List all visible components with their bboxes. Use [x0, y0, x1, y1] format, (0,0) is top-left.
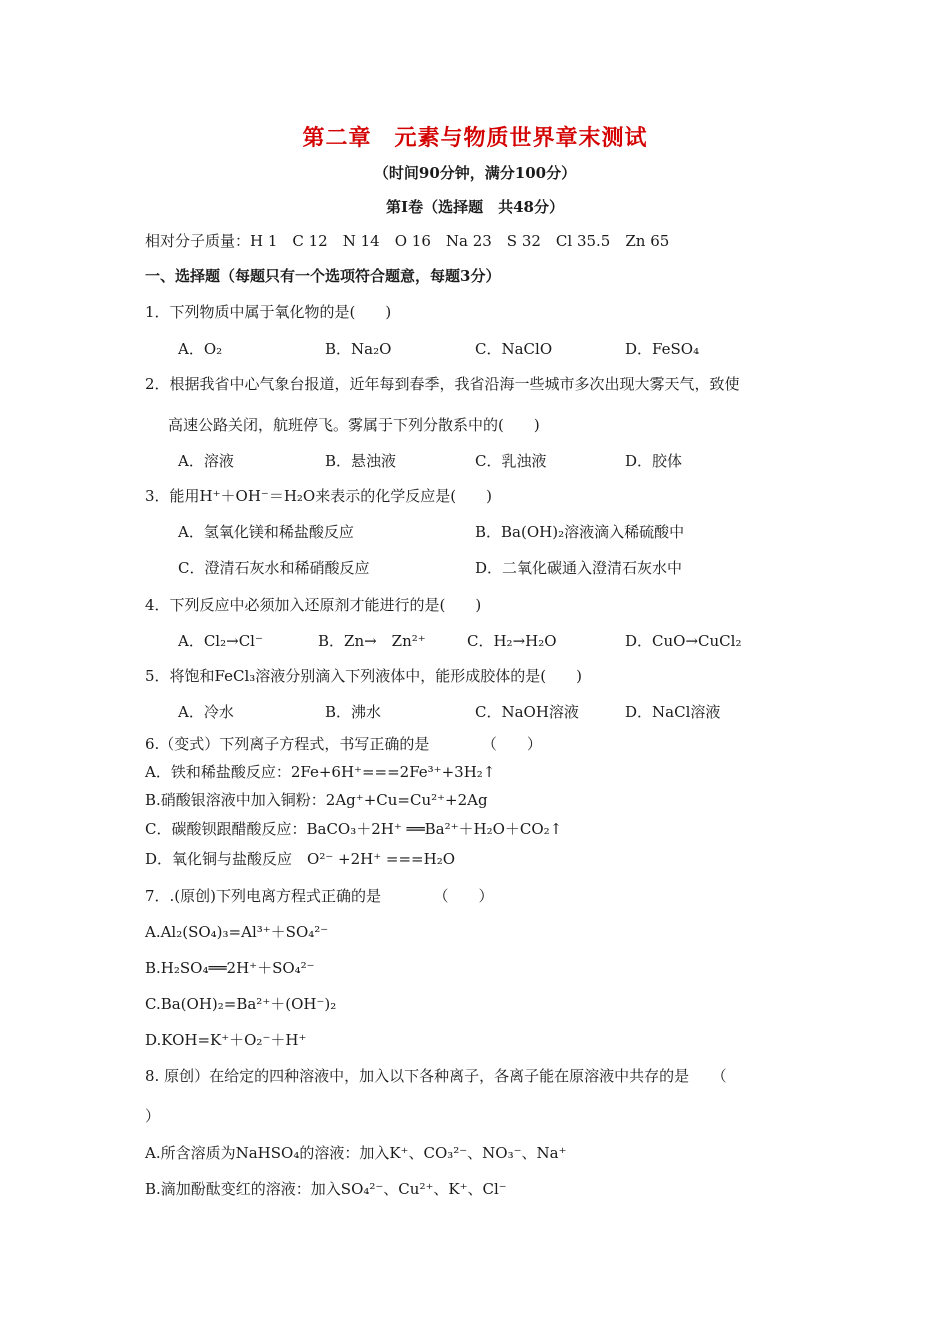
document-title: 第二章 元素与物质世界章末测试 — [302, 125, 648, 151]
question-2-option-a: A．溶液 — [178, 452, 234, 470]
question-1-option-b: B．Na₂O — [325, 340, 392, 358]
question-6-option-d: D．氧化铜与盐酸反应 O²⁻ +2H⁺ ===H₂O — [145, 850, 455, 868]
question-8-option-b: B.滴加酚酞变红的溶液：加入SO₄²⁻、Cu²⁺、K⁺、Cl⁻ — [145, 1180, 507, 1198]
part-title: 第Ⅰ卷（选择题 共48分） — [386, 198, 564, 216]
question-1-option-a: A．O₂ — [178, 340, 223, 358]
question-3-stem: 3．能用H⁺＋OH⁻＝H₂O来表示的化学反应是( ) — [145, 487, 492, 505]
section-heading: 一、选择题（每题只有一个选项符合题意，每题3分） — [145, 267, 501, 285]
question-7-option-a: A.Al₂(SO₄)₃=Al³⁺＋SO₄²⁻ — [145, 923, 329, 941]
question-6-option-c: C．碳酸钡跟醋酸反应：BaCO₃＋2H⁺ ══Ba²⁺＋H₂O＋CO₂↑ — [145, 820, 563, 838]
question-7-option-d: D.KOH=K⁺＋O₂⁻＋H⁺ — [145, 1031, 307, 1049]
question-2-stem-line-2: 高速公路关闭，航班停飞。雾属于下列分散系中的( ) — [168, 416, 540, 434]
time-info: （时间90分钟，满分100分） — [373, 164, 577, 182]
question-4-stem: 4．下列反应中必须加入还原剂才能进行的是( ) — [145, 596, 482, 614]
question-8-stem-line-2: ） — [145, 1107, 161, 1125]
question-7-stem: 7．.(原创)下列电离方程式正确的是 （ ） — [145, 887, 494, 905]
question-2-option-b: B．悬浊液 — [325, 452, 397, 470]
question-5-option-c: C．NaOH溶液 — [475, 703, 579, 721]
question-1-option-d: D．FeSO₄ — [625, 340, 700, 358]
question-1-stem: 1．下列物质中属于氧化物的是( ) — [145, 303, 392, 321]
question-4-option-a: A．Cl₂→Cl⁻ — [178, 632, 263, 650]
question-8-stem-line-1: 8. 原创）在给定的四种溶液中，加入以下各种离子，各离子能在原溶液中共存的是 （ — [145, 1067, 727, 1085]
question-3-option-a: A．氢氧化镁和稀盐酸反应 — [178, 523, 354, 541]
question-2-stem-line-1: 2．根据我省中心气象台报道，近年每到春季，我省沿海一些城市多次出现大雾天气，致使 — [145, 375, 740, 393]
question-5-option-d: D．NaCl溶液 — [625, 703, 721, 721]
question-1-option-c: C．NaClO — [475, 340, 553, 358]
question-3-option-c: C．澄清石灰水和稀硝酸反应 — [178, 559, 370, 577]
question-5-option-b: B．沸水 — [325, 703, 382, 721]
question-3-option-b: B．Ba(OH)₂溶液滴入稀硫酸中 — [475, 523, 685, 541]
atomic-masses: 相对分子质量：H 1 C 12 N 14 O 16 Na 23 S 32 Cl 35.5 Zn 65 — [145, 232, 670, 250]
question-8-option-a: A.所含溶质为NaHSO₄的溶液：加入K⁺、CO₃²⁻、NO₃⁻、Na⁺ — [145, 1144, 567, 1162]
question-7-option-b: B.H₂SO₄══2H⁺＋SO₄²⁻ — [145, 959, 315, 977]
question-4-option-c: C．H₂→H₂O — [467, 632, 557, 650]
question-6-option-b: B.硝酸银溶液中加入铜粉：2Ag⁺+Cu=Cu²⁺+2Ag — [145, 791, 488, 809]
question-6-stem: 6.（变式）下列离子方程式，书写正确的是 （ ） — [145, 735, 542, 753]
question-5-stem: 5．将饱和FeCl₃溶液分别滴入下列液体中，能形成胶体的是( ) — [145, 667, 583, 685]
question-4-option-d: D．CuO→CuCl₂ — [625, 632, 742, 650]
question-4-option-b: B．Zn→ Zn²⁺ — [318, 632, 426, 650]
question-2-option-c: C．乳浊液 — [475, 452, 547, 470]
question-5-option-a: A．冷水 — [178, 703, 234, 721]
question-6-option-a: A．铁和稀盐酸反应：2Fe+6H⁺===2Fe³⁺+3H₂↑ — [145, 763, 496, 781]
question-2-option-d: D．胶体 — [625, 452, 683, 470]
question-7-option-c: C.Ba(OH)₂=Ba²⁺＋(OH⁻)₂ — [145, 995, 337, 1013]
question-3-option-d: D．二氧化碳通入澄清石灰水中 — [475, 559, 683, 577]
